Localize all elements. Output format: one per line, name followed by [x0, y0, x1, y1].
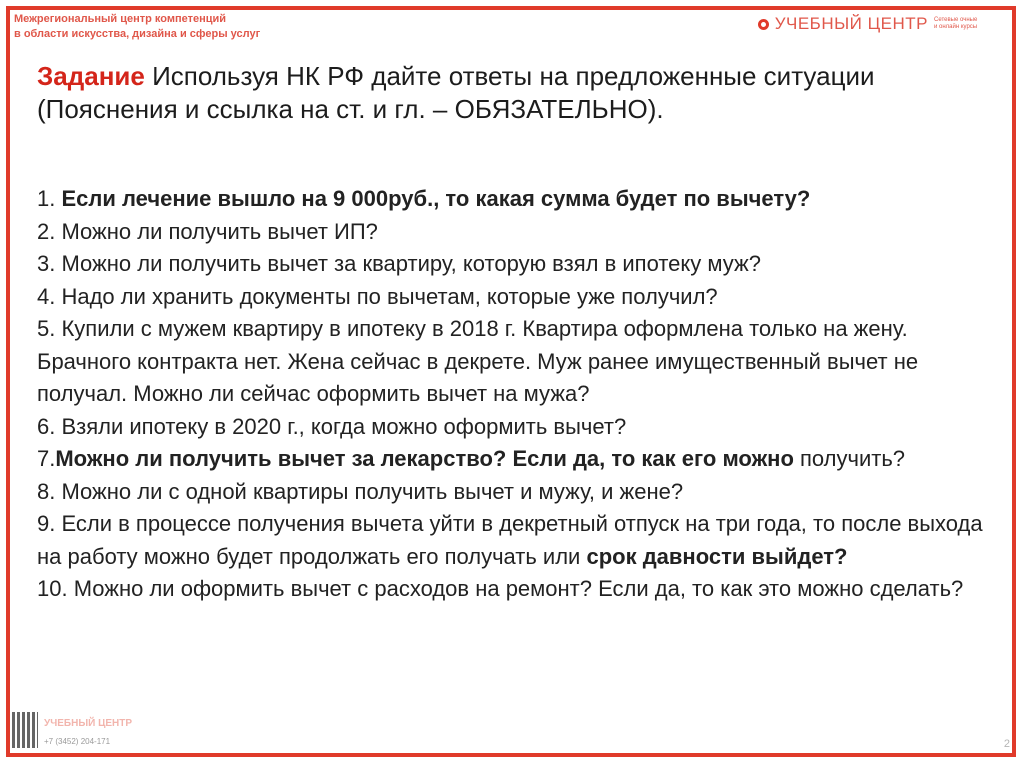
- question-text: 2. Можно ли получить вычет ИП?: [37, 218, 378, 244]
- organization-name: [14, 12, 260, 42]
- question-text-bold: Если лечение вышло на 9 000руб., то какая сумма будет по вычету?: [61, 186, 811, 211]
- question-item: [37, 248, 997, 281]
- task-text: Используя НК РФ дайте ответы на предложенные ситуации (Пояснения и ссылка на ст. и гл. – ОБЯЗАТЕЛЬНО).: [37, 61, 875, 124]
- question-item: [37, 411, 997, 444]
- question-text: 5. Купили с мужем квартиру в ипотеку в 2018 г. Квартира оформлена только на жену. Брачного контракта нет. Жена сейчас в декрете. Муж ранее имущественный вычет не получал. Можно ли сейчас оформить вычет на мужа?: [37, 316, 919, 406]
- question-text-bold: Можно ли получить вычет за лекарство? Если да, то как его можно: [55, 446, 794, 471]
- question-text: 4. Надо ли хранить документы по вычетам, которые уже получил?: [37, 283, 718, 309]
- task-heading: [37, 60, 989, 126]
- question-item: [37, 508, 997, 573]
- training-center-logo: [758, 14, 980, 34]
- organization-line-1: Межрегиональный центр компетенций: [14, 13, 227, 25]
- logo-text: УЧЕБНЫЙ ЦЕНТР: [774, 14, 928, 33]
- question-text: 7.: [37, 446, 56, 471]
- question-item: [37, 443, 997, 476]
- question-text: 3. Можно ли получить вычет за квартиру, которую взял в ипотеку муж?: [37, 251, 761, 276]
- organization-line-2: в области искусства, дизайна и сферы услуг: [14, 28, 261, 40]
- question-text: 8. Можно ли с одной квартиры получить вычет и мужу, и жене?: [37, 478, 684, 504]
- question-text: 10. Можно ли оформить вычет с расходов на ремонт? Если да, то как это можно сделать?: [37, 576, 964, 601]
- question-item: [37, 476, 997, 509]
- question-item: [37, 281, 997, 314]
- question-item: [37, 216, 997, 249]
- question-item: [37, 183, 997, 216]
- page-number: 2: [1003, 738, 1010, 750]
- question-text: 9. Если в процессе получения вычета уйти в декретный отпуск на три года, то после выхода на работу можно будет продолжать его получать или: [37, 511, 983, 569]
- questions-list: [37, 183, 997, 606]
- footer-phone: +7 (3452) 204-171: [44, 737, 111, 746]
- question-item: [37, 313, 997, 411]
- logo-subtext: Сетевые очные и онлайн курсы: [934, 17, 978, 30]
- qr-code-icon: [12, 712, 38, 748]
- task-label: Задание: [37, 61, 145, 91]
- question-text: получить?: [793, 446, 906, 471]
- question-text: 1.: [37, 186, 62, 211]
- question-item: [37, 573, 997, 606]
- question-text-bold: срок давности выйдет?: [586, 543, 848, 569]
- question-text: 6. Взяли ипотеку в 2020 г., когда можно оформить вычет?: [37, 413, 627, 439]
- logo-circle-icon: [758, 19, 769, 30]
- footer-logo: УЧЕБНЫЙ ЦЕНТР: [44, 718, 133, 729]
